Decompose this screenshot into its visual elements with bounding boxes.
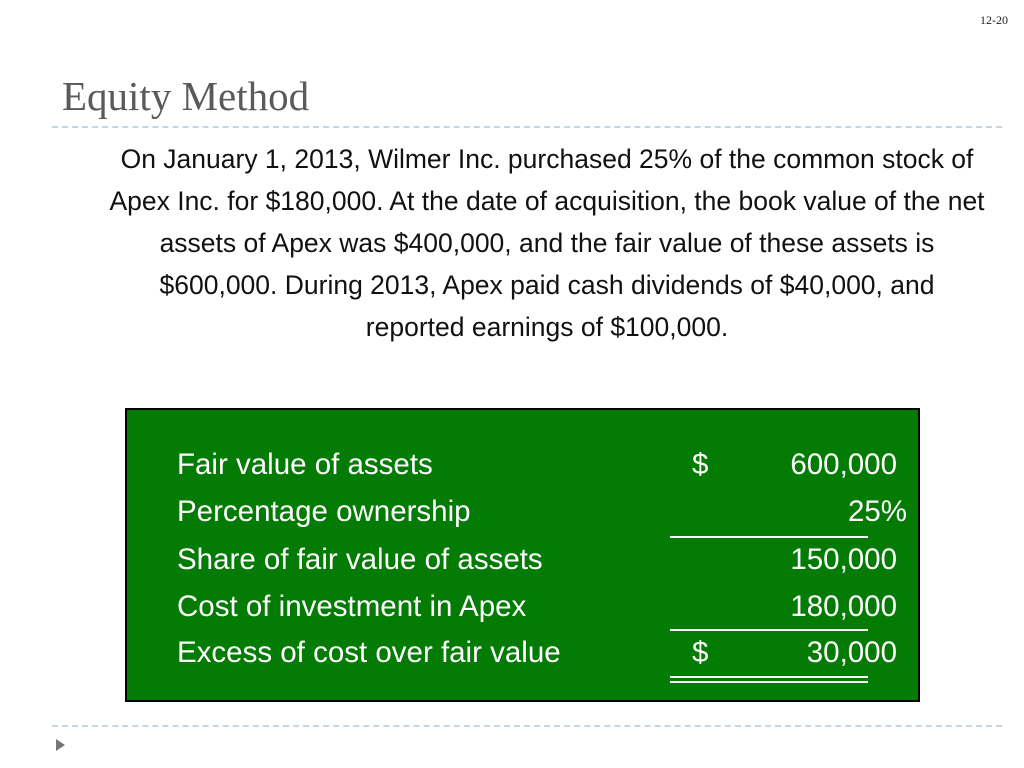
problem-statement: On January 1, 2013, Wilmer Inc. purchased 25% of the common stock of Apex Inc. for $180,000. At the date of acquisition, the book value of the net assets of Apex was $400,000, and the fair value of these assets is $600,000. During 2013, Apex paid cash dividends of $40,000, and reported earnings of $100,000. (109, 144, 985, 342)
row-amount: 25% (847, 495, 907, 528)
row-amount: 600,000 (790, 448, 897, 481)
slide-number: 12-20 (980, 13, 1008, 27)
dollar-sign: $ (692, 636, 709, 669)
row-amount: 150,000 (790, 543, 897, 576)
row-amount: 180,000 (790, 590, 897, 623)
row-label: Excess of cost over fair value (177, 636, 561, 669)
triangle-bullet-icon (56, 739, 65, 751)
row-amount: 30,000 (806, 636, 897, 669)
dollar-sign: $ (692, 448, 709, 481)
row-label: Cost of investment in Apex (177, 590, 527, 623)
double-underline-rule (670, 676, 868, 683)
row-label: Fair value of assets (177, 448, 433, 481)
slide-title: Equity Method (62, 73, 310, 119)
footer-divider (52, 725, 1002, 727)
row-label: Share of fair value of assets (177, 543, 543, 576)
row-label: Percentage ownership (177, 495, 471, 528)
calculation-box (125, 408, 920, 702)
title-divider (52, 126, 1002, 128)
